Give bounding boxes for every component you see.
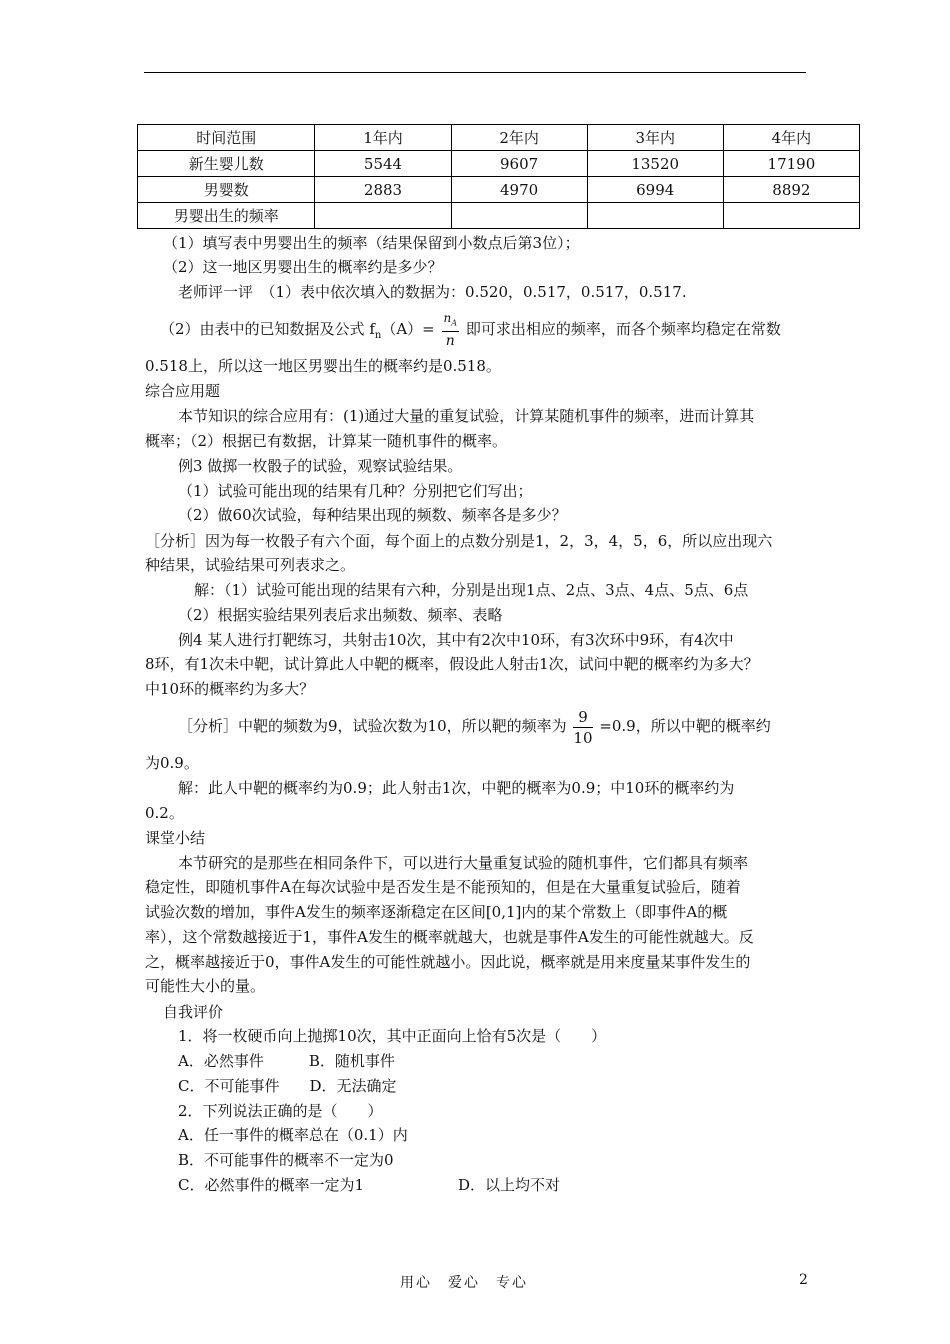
- formula-text: （2）由表中的已知数据及公式 f: [160, 320, 375, 339]
- table-cell: 4970: [451, 177, 587, 203]
- paragraph-line: 之，概率越接近于0，事件A发生的可能性就越小。因此说，概率就是用来度量某事件发生的: [145, 953, 751, 971]
- question-line: （1）试验可能出现的结果有几种？分别把它们写出；: [178, 482, 533, 500]
- question-line: （1）填写表中男婴出生的频率（结果保留到小数点后第3位）；: [163, 234, 580, 252]
- paragraph-line: 本节知识的综合应用有：(1)通过大量的重复试验，计算某随机事件的频率，进而计算其: [178, 407, 755, 425]
- table-cell: 17190: [723, 151, 859, 177]
- fraction: [442, 310, 460, 350]
- answer-line: 老师评一评 （1）表中依次填入的数据为：0.520，0.517，0.517，0.517.: [178, 283, 687, 301]
- formula-text: 即可求出相应的频率，而各个频率均稳定在常数: [465, 320, 781, 339]
- formula-text: ［分析］中靶的频数为9，试验次数为10，所以靶的频率为: [178, 717, 567, 735]
- option-line: C．不可能事件 D．无法确定: [178, 1077, 397, 1095]
- page-number: 2: [799, 1272, 808, 1288]
- paragraph-line: 概率；（2）根据已有数据，计算某一随机事件的概率。: [145, 432, 508, 450]
- option-line: C．必然事件的概率一定为1: [178, 1176, 365, 1194]
- table-row: [138, 125, 860, 151]
- example-title: 例3 做掷一枚骰子的试验，观察试验结果。: [178, 457, 463, 475]
- table-cell: [451, 203, 587, 229]
- table-cell: 新生婴儿数: [138, 151, 315, 177]
- table-cell: 13520: [587, 151, 723, 177]
- question-line: （2）这一地区男婴出生的概率约是多少？: [163, 258, 443, 276]
- table-cell: 男婴数: [138, 177, 315, 203]
- paragraph-line: ［分析］因为每一枚骰子有六个面，每个面上的点数分别是1，2，3，4，5，6，所以应出现六: [145, 532, 773, 550]
- fraction-denominator: 10: [573, 728, 593, 747]
- paragraph-line: （2）根据实验结果列表后求出频数、频率、表略: [178, 606, 503, 624]
- paragraph-line: 中10环的概率约为多大？: [145, 680, 315, 698]
- table-cell: 6994: [587, 177, 723, 203]
- paragraph-line: 为0.9。: [145, 754, 199, 772]
- option-line: A．必然事件 B．随机事件: [178, 1052, 395, 1070]
- paragraph-line: 稳定性，即随机事件A在每次试验中是否发生是不能预知的，但是在大量重复试验后，随着: [145, 878, 741, 896]
- question-line: （2）做60次试验，每种结果出现的频数、频率各是多少？: [178, 506, 567, 524]
- table-cell: 男婴出生的频率: [138, 203, 315, 229]
- formula-subscript: n: [374, 330, 382, 342]
- example-title: 例4 某人进行打靶练习，共射击10次，其中有2次中10环，有3次环中9环，有4次中: [178, 631, 734, 649]
- formula-text: （A）=: [381, 320, 435, 339]
- table-row: [138, 151, 860, 177]
- table-cell: 4年内: [723, 125, 859, 151]
- table-cell: [723, 203, 859, 229]
- table-cell: 9607: [451, 151, 587, 177]
- formula-text: =0.9，所以中靶的概率约: [599, 717, 771, 735]
- footer-motto: 用心 爱心 专心: [400, 1275, 528, 1291]
- frequency-table: [137, 124, 860, 229]
- formula-line: [178, 704, 771, 748]
- option-line: A．任一事件的概率总在（0.1）内: [178, 1126, 408, 1144]
- question-line: 2．下列说法正确的是（ ）: [178, 1102, 383, 1120]
- paragraph-line: 0.518上，所以这一地区男婴出生的概率约是0.518。: [145, 357, 501, 375]
- table-cell: 1年内: [315, 125, 451, 151]
- paragraph-line: 解：此人中靶的概率约为0.9；此人射击1次，中靶的概率为0.9；中10环的概率约为: [178, 779, 735, 797]
- formula-line: [160, 310, 781, 354]
- fraction-denominator: n: [445, 333, 455, 350]
- paragraph-line: 8环，有1次未中靶，试计算此人中靶的概率，假设此人射击1次，试问中靶的概率约为多大？: [145, 655, 759, 673]
- fraction: [573, 707, 592, 748]
- fraction-numerator: $n_A$: [442, 310, 460, 332]
- paragraph-line: 率），这个常数越接近于1，事件A发生的概率就越大，也就是事件A发生的可能性就越大。反: [145, 928, 754, 946]
- table-cell: 8892: [723, 177, 859, 203]
- paragraph-line: 本节研究的是那些在相同条件下，可以进行大量重复试验的随机事件，它们都具有频率: [178, 854, 749, 872]
- question-line: 1．将一枚硬币向上抛掷10次，其中正面向上恰有5次是（ ）: [178, 1027, 607, 1045]
- header-rule: [144, 72, 806, 73]
- table-cell: 3年内: [587, 125, 723, 151]
- paragraph-line: 解：（1）试验可能出现的结果有六种，分别是出现1点、2点、3点、4点、5点、6点: [194, 581, 749, 599]
- table-row: [138, 177, 860, 203]
- paragraph-line: 可能性大小的量。: [145, 977, 266, 995]
- table-row: [138, 203, 860, 229]
- paragraph-line: 种结果，试验结果可列表求之。: [145, 556, 356, 574]
- table-cell: 2883: [315, 177, 451, 203]
- table-cell: 5544: [315, 151, 451, 177]
- section-heading: 综合应用题: [145, 382, 221, 400]
- option-line: D．以上均不对: [458, 1176, 561, 1194]
- table-cell: [315, 203, 451, 229]
- table-cell: [587, 203, 723, 229]
- table-cell: 2年内: [451, 125, 587, 151]
- section-heading: 自我评价: [163, 1003, 224, 1021]
- paragraph-line: 0.2。: [145, 804, 184, 822]
- section-heading: 课堂小结: [145, 829, 206, 847]
- table-cell: 时间范围: [138, 125, 315, 151]
- option-line: B．不可能事件的概率不一定为0: [178, 1151, 394, 1169]
- paragraph-line: 试验次数的增加，事件A发生的频率逐渐稳定在区间[0,1]内的某个常数上（即事件A的概: [145, 903, 728, 921]
- fraction-numerator: 9: [573, 707, 592, 728]
